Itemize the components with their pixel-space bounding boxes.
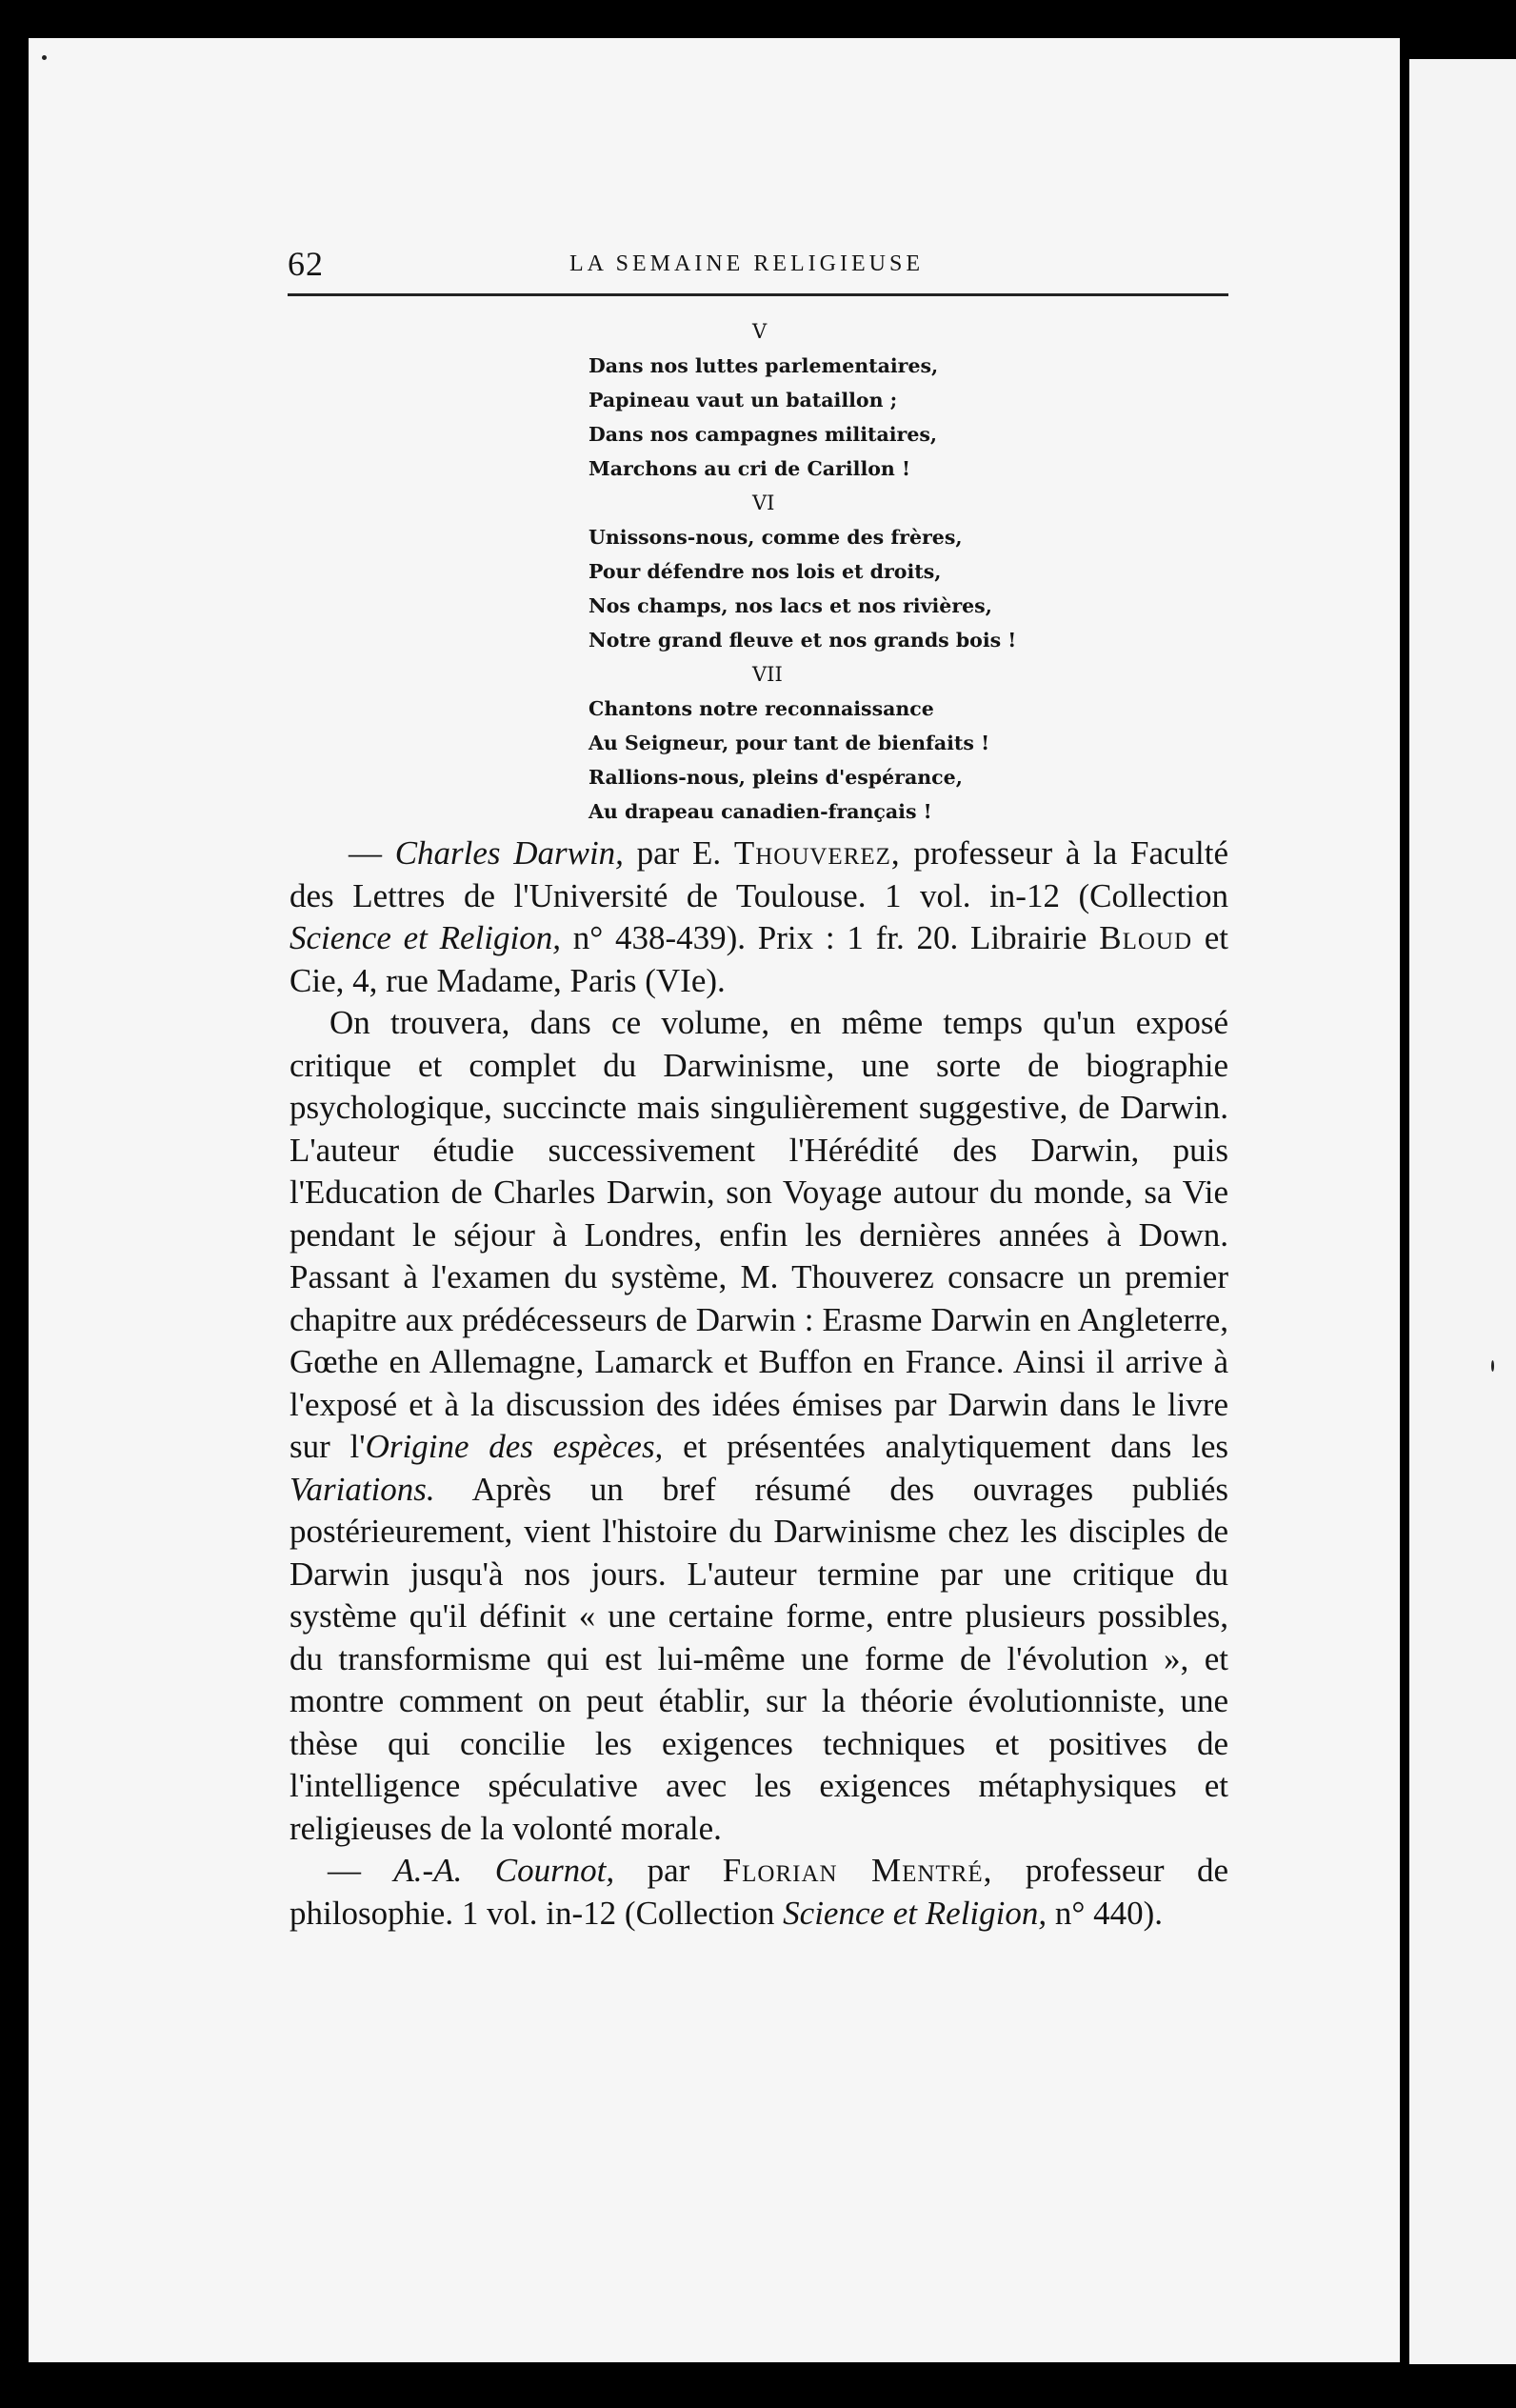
verse-line: Pour défendre nos lois et droits, [588, 560, 942, 583]
page-number: 62 [288, 245, 324, 283]
italic-title: Variations. [289, 1470, 435, 1508]
verse-line: Chantons notre reconnaissance [588, 697, 934, 720]
verse-line: Au Seigneur, pour tant de bienfaits ! [588, 732, 990, 754]
author-description: professeur à la Faculté des Lettres de l'Université de Toulouse. 1 vol. in-12 (Collection [289, 834, 1229, 914]
stanza-number: V [752, 320, 768, 343]
publisher-address: et Cie, 4, rue Madame, Paris (VIe). [289, 919, 1229, 999]
book-title: Charles Darwin, [394, 834, 624, 872]
review-entry-cournot [289, 1850, 1228, 1935]
margin-speck [42, 55, 47, 60]
header-rule [288, 293, 1228, 296]
margin-speck [1491, 1360, 1494, 1372]
collection-info: n° 440). [1054, 1894, 1164, 1932]
running-title: LA SEMAINE RELIGIEUSE [569, 251, 924, 276]
by-text: par E. [636, 834, 722, 872]
verse-line: Nos champs, nos lacs et nos rivières, [588, 594, 992, 617]
collection-name: Science et Religion, [289, 919, 561, 956]
verse-line: Papineau vaut un bataillon ; [588, 389, 898, 411]
book-title: A.-A. Cournot, [393, 1852, 615, 1889]
verse-line: Rallions-nous, pleins d'espérance, [588, 766, 963, 789]
body-text-part: On trouvera, dans ce volume, en même temps qu'un exposé critique et complet du Darwinisme, une sorte de biographie psychologique, succincte mais singulièrement suggestive, de Darwin. L'auteur étudie successivement l'Hérédité des Darwin, puis l'Education de Charles Darwin, son Voyage autour du monde, sa Vie pendant le séjour à Londres, enfin les dernières années à Down. Passant à l'examen du système, M. Thouverez consacre un premier chapitre aux prédécesseurs de Darwin : Erasme Darwin en Angleterre, Gœthe en Allemagne, Lamarck et Buffon en France. Ainsi il arrive à l'exposé et à la discussion des idées émises par Darwin dans le livre sur l' [289, 1004, 1228, 1465]
stanza-number: VII [752, 663, 783, 686]
collection-info: n° 438-439). Prix : 1 fr. 20. Librairie [572, 919, 1087, 956]
adjacent-page-edge [1409, 59, 1516, 2364]
author-description: professeur de philosophie. 1 vol. in-12 (Collection [289, 1852, 1229, 1932]
body-text-part: Après un bref résumé des ouvrages publiés postérieurement, vient l'histoire du Darwinisme chez les disciples de Darwin jusqu'à nos jours. L'auteur termine par une critique du système qu'il définit « une certaine forme, entre plusieurs possibles, du transformisme qui est lui-même une forme de l'évolution », et montre comment on peut établir, sur la théorie évolutionniste, une thèse qui concilie les exigences techniques et positives de l'intelligence spéculative avec les exigences métaphysiques et religieuses de la volonté morale. [289, 1470, 1228, 1847]
verse-line: Dans nos campagnes militaires, [588, 423, 938, 446]
verse-line: Marchons au cri de Carillon ! [588, 457, 910, 480]
entry-dash: — [349, 834, 382, 872]
collection-name: Science et Religion, [783, 1894, 1047, 1932]
author-name: Thouverez, [733, 834, 901, 872]
publisher-name: Bloud [1099, 919, 1192, 956]
body-text-part: et présentées analytiquement dans les [663, 1428, 1229, 1465]
page-header [288, 234, 1228, 295]
stanza-number: VI [752, 492, 775, 514]
author-name: Florian Mentré, [722, 1852, 993, 1889]
by-text: par [647, 1852, 690, 1889]
review-section [289, 833, 1228, 1935]
review-entry-darwin [289, 833, 1228, 1002]
verse-line: Au drapeau canadien-français ! [588, 800, 932, 823]
verse-line: Dans nos luttes parlementaires, [588, 354, 939, 377]
italic-title: Origine des espèces, [365, 1428, 664, 1465]
review-body-darwin [289, 1002, 1228, 1850]
poem [588, 314, 1084, 829]
verse-line: Notre grand fleuve et nos grands bois ! [588, 629, 1017, 652]
verse-line: Unissons-nous, comme des frères, [588, 526, 963, 549]
entry-dash: — [328, 1852, 361, 1889]
